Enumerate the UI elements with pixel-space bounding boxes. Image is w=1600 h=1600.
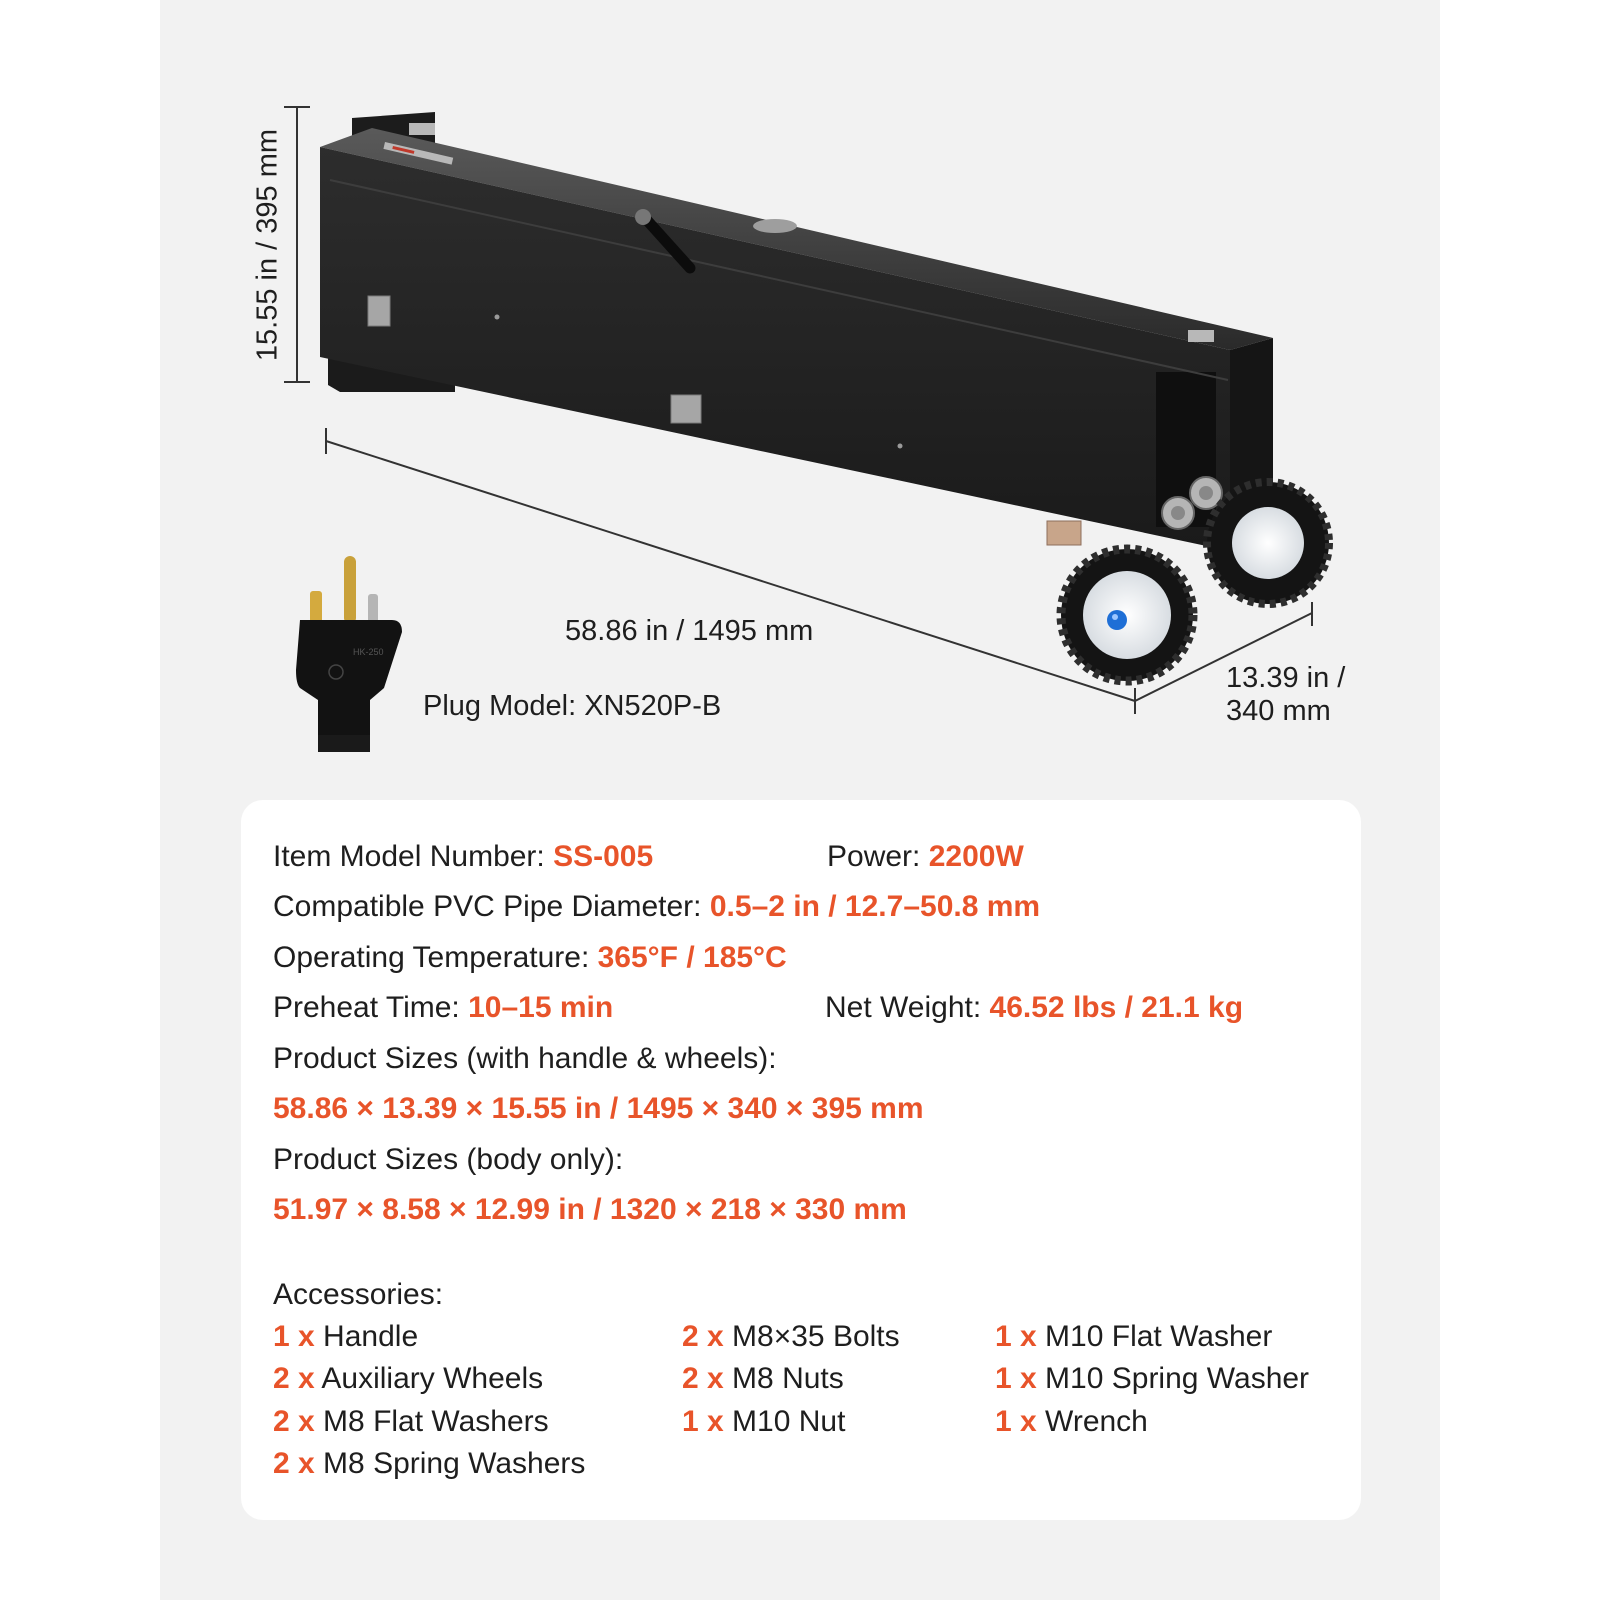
accessory-qty: 2 x bbox=[682, 1320, 724, 1353]
spec-power-label: Power: bbox=[827, 840, 929, 873]
spec-preheat bbox=[273, 990, 613, 1026]
accessory-qty: 2 x bbox=[682, 1362, 724, 1395]
height-dimension-label: 15.55 in / 395 mm bbox=[251, 128, 284, 362]
accessory-item bbox=[995, 1361, 1309, 1397]
accessory-qty: 1 x bbox=[995, 1405, 1037, 1438]
depth-dimension-line2: 340 mm bbox=[1226, 695, 1331, 727]
spec-preheat-label: Preheat Time: bbox=[273, 991, 469, 1024]
accessory-name: M10 Spring Washer bbox=[1036, 1362, 1310, 1395]
height-dimension-line bbox=[284, 107, 310, 382]
accessory-name: Handle bbox=[314, 1320, 419, 1353]
spec-size-body-value: 51.97 × 8.58 × 12.99 in / 1320 × 218 × 330 mm bbox=[273, 1193, 907, 1226]
spec-pipe-label: Compatible PVC Pipe Diameter: bbox=[273, 890, 710, 923]
accessory-qty: 2 x bbox=[273, 1362, 315, 1395]
accessory-name: M8×35 Bolts bbox=[723, 1320, 900, 1353]
spec-preheat-value: 10–15 min bbox=[468, 991, 614, 1024]
depth-dimension-line1: 13.39 in / bbox=[1226, 662, 1346, 694]
power-plug-image bbox=[296, 556, 402, 752]
spec-pipe-diameter bbox=[273, 889, 1040, 925]
accessory-item bbox=[682, 1319, 900, 1355]
accessory-item bbox=[682, 1361, 844, 1397]
accessory-name: M8 Flat Washers bbox=[314, 1405, 549, 1438]
accessory-qty: 2 x bbox=[273, 1447, 315, 1480]
spec-temperature bbox=[273, 940, 787, 976]
accessory-qty: 2 x bbox=[273, 1405, 315, 1438]
spec-power bbox=[827, 839, 1024, 875]
accessory-item bbox=[995, 1319, 1272, 1355]
spec-temp-label: Operating Temperature: bbox=[273, 941, 598, 974]
plug-model-label: Plug Model: XN520P-B bbox=[423, 690, 722, 722]
accessory-name: Auxiliary Wheels bbox=[314, 1362, 544, 1395]
front-wheel bbox=[1061, 549, 1193, 681]
accessory-name: M10 Flat Washer bbox=[1036, 1320, 1273, 1353]
accessory-item bbox=[273, 1361, 543, 1397]
depth-dimension-label bbox=[1226, 662, 1345, 728]
accessory-qty: 1 x bbox=[995, 1362, 1037, 1395]
accessory-item bbox=[273, 1404, 549, 1440]
spec-size-full-value: 58.86 × 13.39 × 15.55 in / 1495 × 340 × 395 mm bbox=[273, 1092, 924, 1125]
spec-weight bbox=[825, 990, 1243, 1026]
accessory-qty: 1 x bbox=[995, 1320, 1037, 1353]
spec-model bbox=[273, 839, 653, 875]
accessories-title: Accessories: bbox=[273, 1278, 444, 1311]
accessory-item bbox=[995, 1404, 1148, 1440]
spec-model-label: Item Model Number: bbox=[273, 840, 554, 873]
spec-size-body-label: Product Sizes (body only): bbox=[273, 1143, 624, 1176]
accessory-item bbox=[682, 1404, 845, 1440]
accessory-qty: 1 x bbox=[682, 1405, 724, 1438]
plug-imprint: HK-250 bbox=[353, 647, 384, 657]
accessory-name: M10 Nut bbox=[723, 1405, 846, 1438]
rear-wheel bbox=[1207, 482, 1329, 604]
spec-power-value: 2200W bbox=[928, 840, 1024, 873]
accessory-name: Wrench bbox=[1036, 1405, 1148, 1438]
accessory-name: M8 Nuts bbox=[723, 1362, 844, 1395]
spec-pipe-value: 0.5–2 in / 12.7–50.8 mm bbox=[709, 890, 1041, 923]
accessory-name: M8 Spring Washers bbox=[314, 1447, 586, 1480]
spec-weight-label: Net Weight: bbox=[825, 991, 990, 1024]
accessory-qty: 1 x bbox=[273, 1320, 315, 1353]
spec-weight-value: 46.52 lbs / 21.1 kg bbox=[989, 991, 1244, 1024]
length-dimension-label: 58.86 in / 1495 mm bbox=[565, 615, 814, 647]
accessory-item bbox=[273, 1319, 418, 1355]
spec-size-full-label: Product Sizes (with handle & wheels): bbox=[273, 1042, 777, 1075]
spec-model-value: SS-005 bbox=[553, 840, 654, 873]
spec-temp-value: 365°F / 185°C bbox=[597, 941, 787, 974]
accessory-item bbox=[273, 1446, 585, 1482]
product-figure bbox=[0, 0, 1600, 790]
